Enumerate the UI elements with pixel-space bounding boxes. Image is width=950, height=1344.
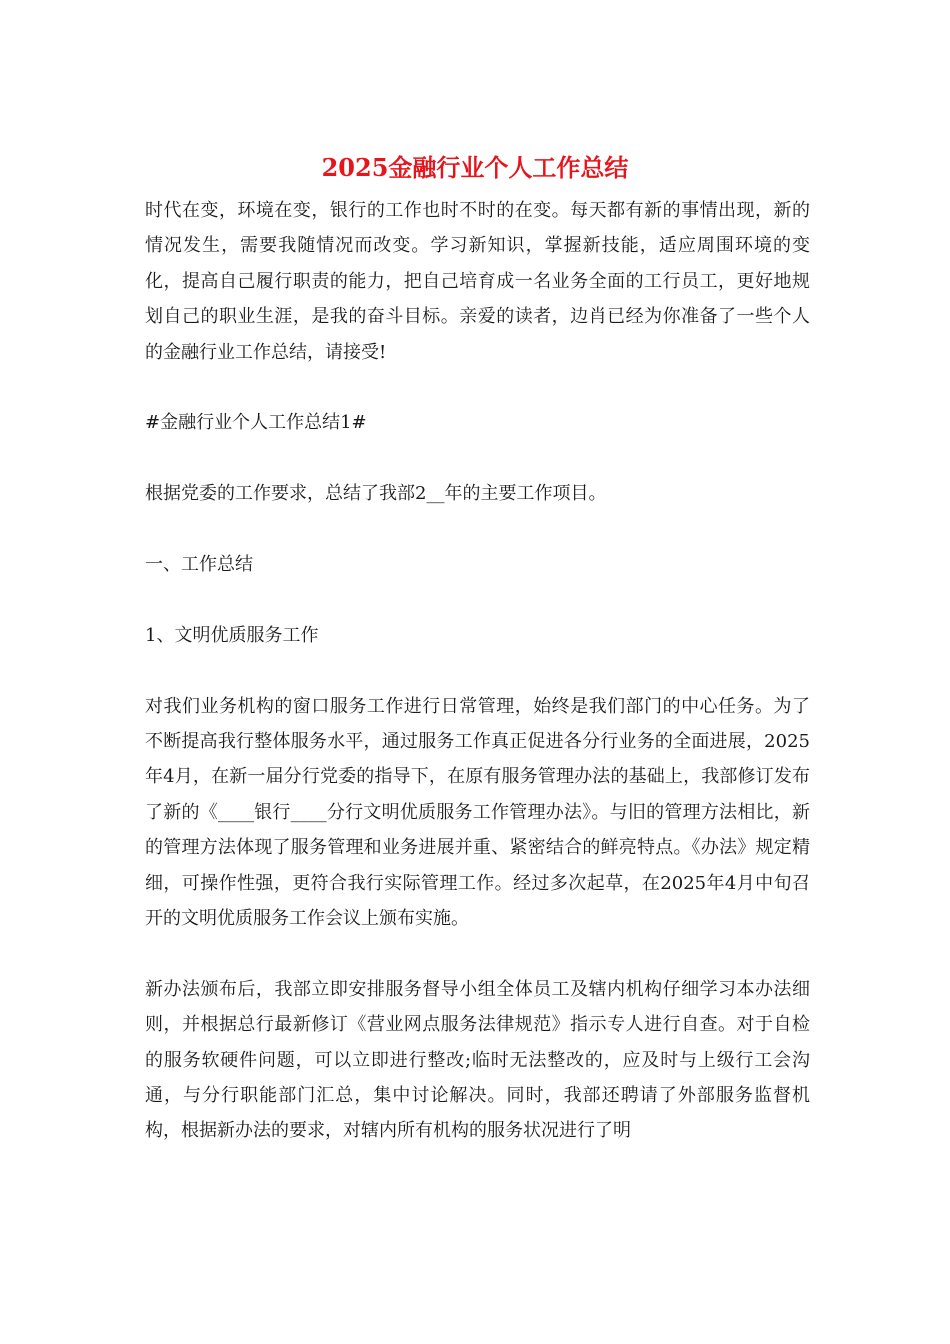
body-paragraph: 新办法颁布后，我部立即安排服务督导小组全体员工及辖内机构仔细学习本办法细则，并根据总行最新修订《营业网点服务法律规范》指示专人进行自查。对于自检的服务软硬件问题，可以立即进行整改;临时无法整改的，应及时与上级行工会沟通，与分行职能部门汇总，集中讨论解决。同时，我部还聘请了外部服务监督机构，根据新办法的要求，对辖内所有机构的服务状况进行了明: [145, 978, 810, 1142]
subheading-work-summary: 一、工作总结: [145, 554, 253, 576]
subheading-service-work: 1、文明优质服务工作: [145, 624, 319, 646]
document-title: 2025金融行业个人工作总结: [321, 153, 629, 182]
summary-paragraph: 根据党委的工作要求，总结了我部2__年的主要工作项目。: [145, 483, 607, 505]
section-heading: #金融行业个人工作总结1#: [145, 412, 367, 434]
document-body: [145, 193, 810, 1149]
intro-paragraph: 时代在变，环境在变，银行的工作也时不时的在变。每天都有新的事情出现，新的情况发生，需要我随情况而改变。学习新知识，掌握新技能，适应周围环境的变化，提高自己履行职责的能力，把自己培育成一名业务全面的工行员工，更好地规划自己的职业生涯，是我的奋斗目标。亲爱的读者，边肖已经为你准备了一些个人的金融行业工作总结，请接受!: [145, 200, 810, 363]
body-paragraph: 对我们业务机构的窗口服务工作进行日常管理，始终是我们部门的中心任务。为了不断提高我行整体服务水平，通过服务工作真正促进各分行业务的全面进展，2025年4月，在新一届分行党委的指导下，在原有服务管理办法的基础上，我部修订发布了新的《____银行____分行文明优质服务工作管理办法》。与旧的管理方法相比，新的管理方法体现了服务管理和业务进展并重、紧密结合的鲜亮特点。《办法》规定精细，可操作性强，更符合我行实际管理工作。经过多次起草，在2025年4月中旬召开的文明优质服务工作会议上颁布实施。: [145, 695, 810, 930]
